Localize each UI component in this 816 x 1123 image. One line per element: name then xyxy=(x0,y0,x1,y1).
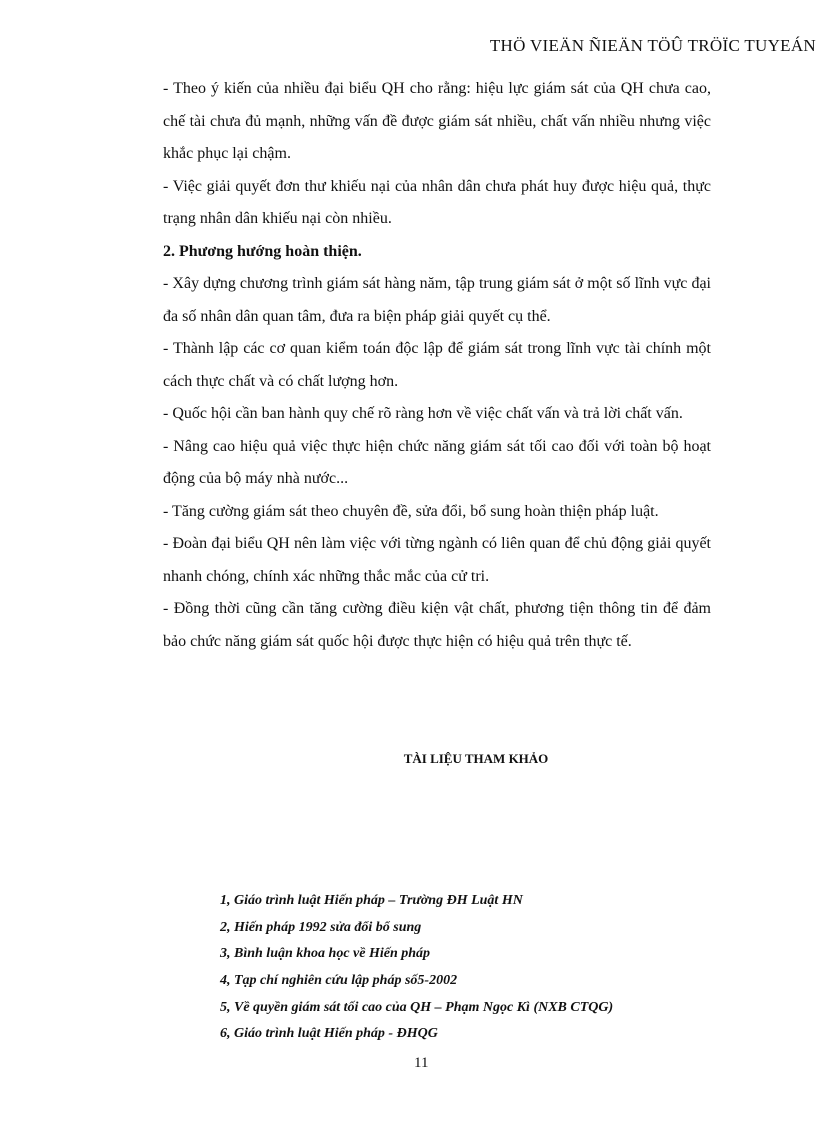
reference-item: 2, Hiến pháp 1992 sửa đổi bổ sung xyxy=(220,919,422,935)
body-paragraph: - Theo ý kiến của nhiều đại biểu QH cho rằng: hiệu lực giám sát của QH chưa cao, chế tài chưa đủ mạnh, những vấn đề được giám sát nhiều, chất vấn nhiều nhưng việc khắc phục lại chậm. xyxy=(163,80,711,162)
body-paragraph: - Đoàn đại biểu QH nên làm việc với từng ngành có liên quan để chủ động giải quyết nhanh chóng, chính xác những thắc mắc của cử tri. xyxy=(163,535,711,585)
section-heading: 2. Phương hướng hoàn thiện. xyxy=(163,242,362,260)
body-paragraph: - Nâng cao hiệu quả việc thực hiện chức năng giám sát tối cao đối với toàn bộ hoạt động của bộ máy nhà nước... xyxy=(163,437,711,487)
reference-item: 4, Tạp chí nghiên cứu lập pháp số5-2002 xyxy=(220,973,458,989)
body-paragraph: - Đồng thời cũng cần tăng cường điều kiện vật chất, phương tiện thông tin để đảm bảo chức năng giám sát quốc hội được thực hiện có hiệu quả trên thực tế. xyxy=(163,600,711,650)
reference-item: 3, Bình luận khoa học về Hiến pháp xyxy=(220,946,431,962)
reference-item: 1, Giáo trình luật Hiến pháp – Trường ĐH Luật HN xyxy=(220,893,523,908)
body-paragraph: - Xây dựng chương trình giám sát hàng năm, tập trung giám sát ở một số lĩnh vực đại đa số nhân dân quan tâm, đưa ra biện pháp giải quyết cụ thể. xyxy=(163,275,711,325)
reference-item: 5, Về quyền giám sát tối cao của QH – Phạm Ngọc Kì (NXB CTQG) xyxy=(220,999,614,1015)
page-number: 11 xyxy=(414,1055,429,1071)
body-paragraph: - Tăng cường giám sát theo chuyên đề, sửa đổi, bổ sung hoàn thiện pháp luật. xyxy=(163,502,659,520)
page-header: THÖ VIEÄN ÑIEÄN TÖÛ TRÖÏC TUYEÁN xyxy=(489,36,816,55)
reference-item: 6, Giáo trình luật Hiến pháp - ĐHQG xyxy=(220,1026,438,1042)
body-paragraph: - Việc giải quyết đơn thư khiếu nại của nhân dân chưa phát huy được hiệu quả, thực trạng nhân dân khiếu nại còn nhiều. xyxy=(163,177,711,227)
references-title: TÀI LIỆU THAM KHẢO xyxy=(403,751,549,766)
document-body xyxy=(163,73,711,658)
body-paragraph: - Thành lập các cơ quan kiểm toán độc lập để giám sát trong lĩnh vực tài chính một cách thực chất và có chất lượng hơn. xyxy=(163,340,711,390)
body-paragraph: - Quốc hội cần ban hành quy chế rõ ràng hơn về việc chất vấn và trả lời chất vấn. xyxy=(163,405,683,422)
references-list xyxy=(220,888,613,1048)
